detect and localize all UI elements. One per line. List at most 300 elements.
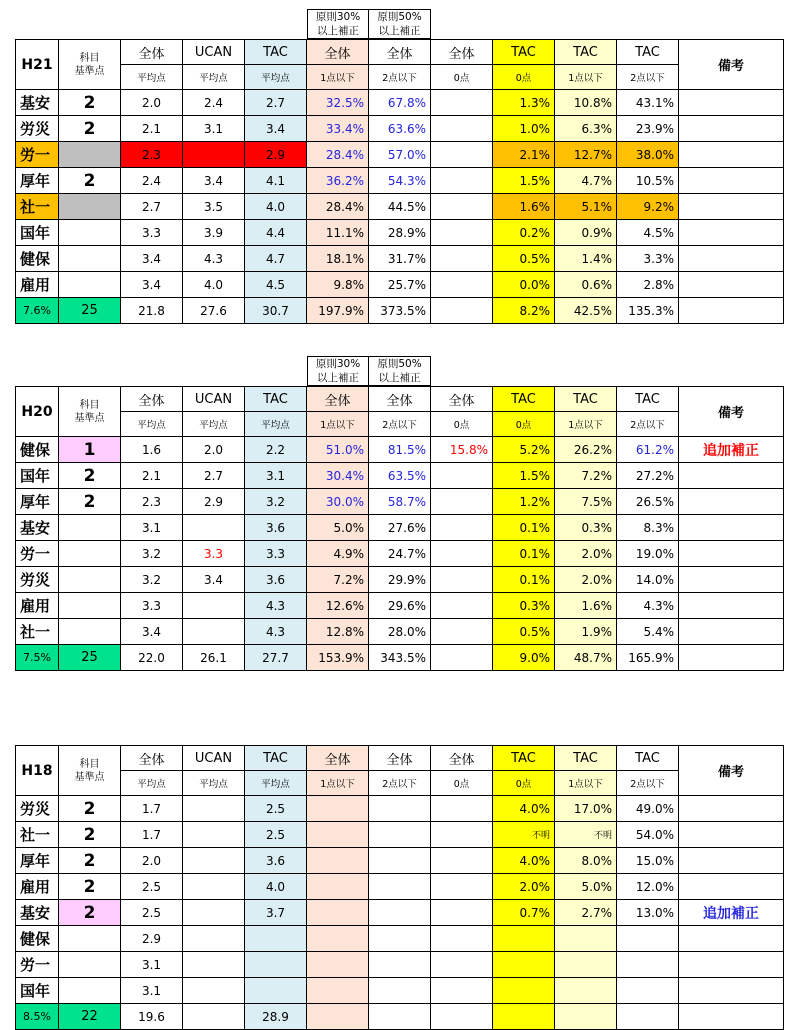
data-cell: 1.2% <box>493 489 555 515</box>
column-subheader: 0点 <box>493 65 555 90</box>
standard-score <box>59 515 121 541</box>
data-cell: 36.2% <box>307 168 369 194</box>
table-row <box>16 900 784 926</box>
data-cell: 1.5% <box>493 463 555 489</box>
remarks-cell <box>679 298 784 324</box>
data-cell: 4.0% <box>493 848 555 874</box>
subject-name: 社一 <box>16 194 59 220</box>
data-cell <box>307 952 369 978</box>
data-cell: 26.5% <box>617 489 679 515</box>
data-cell: 1.7 <box>121 822 183 848</box>
column-header: TAC <box>617 40 679 65</box>
data-cell: 57.0% <box>369 142 431 168</box>
remarks-cell <box>679 220 784 246</box>
data-cell: 3.3 <box>183 541 245 567</box>
data-cell: 3.4 <box>245 116 307 142</box>
column-header: 全体 <box>121 387 183 412</box>
standard-score <box>59 194 121 220</box>
data-cell: 1.7 <box>121 796 183 822</box>
column-subheader: 0点 <box>493 771 555 796</box>
total-cell: 165.9% <box>617 645 679 671</box>
remarks-cell <box>679 952 784 978</box>
data-cell: 30.0% <box>307 489 369 515</box>
data-cell: 63.5% <box>369 463 431 489</box>
data-cell: 51.0% <box>307 437 369 463</box>
standard-score: 2 <box>59 848 121 874</box>
data-cell: 0.3% <box>493 593 555 619</box>
remarks-cell <box>679 619 784 645</box>
column-header: 全体 <box>369 40 431 65</box>
column-header: 全体 <box>369 746 431 771</box>
score-table <box>15 745 784 1030</box>
table-row <box>16 90 784 116</box>
remarks-cell <box>679 90 784 116</box>
column-subheader: 2点以下 <box>369 771 431 796</box>
data-cell: 2.5 <box>245 796 307 822</box>
data-cell: 0.6% <box>555 272 617 298</box>
subject-name: 国年 <box>16 978 59 1004</box>
data-cell: 4.4 <box>245 220 307 246</box>
remarks-cell <box>679 515 784 541</box>
data-cell: 2.5 <box>245 822 307 848</box>
total-cell: 135.3% <box>617 298 679 324</box>
total-cell: 22.0 <box>121 645 183 671</box>
data-cell: 4.3 <box>245 593 307 619</box>
correction-note: 原則30% 以上補正 <box>307 356 369 386</box>
total-cell <box>369 1004 431 1030</box>
year-label: H18 <box>16 746 59 796</box>
column-header: 全体 <box>121 40 183 65</box>
data-cell: 49.0% <box>617 796 679 822</box>
column-header: UCAN <box>183 387 245 412</box>
pass-rate: 8.5% <box>16 1004 59 1030</box>
score-table <box>15 39 784 324</box>
standard-score <box>59 272 121 298</box>
total-cell: 42.5% <box>555 298 617 324</box>
pass-rate: 7.6% <box>16 298 59 324</box>
standard-score <box>59 142 121 168</box>
subject-name: 労一 <box>16 541 59 567</box>
data-cell <box>431 822 493 848</box>
column-subheader: 1点以下 <box>555 771 617 796</box>
column-subheader: 2点以下 <box>617 412 679 437</box>
remarks-cell <box>679 194 784 220</box>
data-cell <box>617 952 679 978</box>
column-subheader: 2点以下 <box>369 412 431 437</box>
remarks-cell <box>679 567 784 593</box>
data-cell <box>431 926 493 952</box>
data-cell <box>245 926 307 952</box>
column-header: TAC <box>493 746 555 771</box>
data-cell: 0.0% <box>493 272 555 298</box>
data-cell: 8.3% <box>617 515 679 541</box>
data-cell <box>431 246 493 272</box>
data-cell: 4.0% <box>493 796 555 822</box>
data-cell <box>307 978 369 1004</box>
data-cell: 30.4% <box>307 463 369 489</box>
data-cell: 3.9 <box>183 220 245 246</box>
data-cell: 9.2% <box>617 194 679 220</box>
data-cell <box>183 796 245 822</box>
data-cell: 3.5 <box>183 194 245 220</box>
remarks-cell <box>679 978 784 1004</box>
data-cell: 5.0% <box>555 874 617 900</box>
column-header: 全体 <box>431 746 493 771</box>
table-row <box>16 489 784 515</box>
data-cell: 25.7% <box>369 272 431 298</box>
total-cell: 27.7 <box>245 645 307 671</box>
standard-score <box>59 593 121 619</box>
data-cell: 0.5% <box>493 246 555 272</box>
remarks-header: 備考 <box>679 40 784 90</box>
data-cell: 3.1 <box>245 463 307 489</box>
data-cell <box>431 874 493 900</box>
data-cell: 3.6 <box>245 567 307 593</box>
column-subheader: 平均点 <box>245 412 307 437</box>
table-row <box>16 194 784 220</box>
data-cell: 3.6 <box>245 515 307 541</box>
standard-score: 2 <box>59 874 121 900</box>
data-cell: 31.7% <box>369 246 431 272</box>
table-row <box>16 116 784 142</box>
correction-notes <box>307 356 431 386</box>
remarks-cell: 追加補正 <box>679 437 784 463</box>
data-cell: 2.3 <box>121 142 183 168</box>
column-header: TAC <box>245 746 307 771</box>
data-cell: 33.4% <box>307 116 369 142</box>
data-cell <box>369 978 431 1004</box>
data-cell <box>183 900 245 926</box>
standard-score: 2 <box>59 822 121 848</box>
remarks-header: 備考 <box>679 746 784 796</box>
data-cell: 28.9% <box>369 220 431 246</box>
data-cell <box>369 874 431 900</box>
data-cell <box>555 926 617 952</box>
data-cell <box>183 619 245 645</box>
column-subheader: 2点以下 <box>617 771 679 796</box>
data-cell: 2.5 <box>121 874 183 900</box>
data-cell: 1.9% <box>555 619 617 645</box>
data-cell: 2.0% <box>555 541 617 567</box>
total-cell <box>617 1004 679 1030</box>
data-cell: 8.0% <box>555 848 617 874</box>
column-header: 全体 <box>307 40 369 65</box>
data-cell: 28.0% <box>369 619 431 645</box>
total-cell: 28.9 <box>245 1004 307 1030</box>
total-cell <box>555 1004 617 1030</box>
total-cell: 19.6 <box>121 1004 183 1030</box>
column-header: UCAN <box>183 40 245 65</box>
data-cell <box>307 796 369 822</box>
data-cell <box>431 796 493 822</box>
table-row <box>16 978 784 1004</box>
table-row <box>16 796 784 822</box>
subject-name: 健保 <box>16 246 59 272</box>
standard-score: 2 <box>59 796 121 822</box>
table-row <box>16 926 784 952</box>
data-cell: 2.1% <box>493 142 555 168</box>
column-subheader: 平均点 <box>245 65 307 90</box>
column-subheader: 2点以下 <box>617 65 679 90</box>
data-cell: 1.0% <box>493 116 555 142</box>
column-subheader: 0点 <box>431 65 493 90</box>
data-cell: 4.9% <box>307 541 369 567</box>
year-label: H21 <box>16 40 59 90</box>
column-header: 全体 <box>307 746 369 771</box>
data-cell <box>369 848 431 874</box>
subject-name: 雇用 <box>16 874 59 900</box>
total-cell: 21.8 <box>121 298 183 324</box>
data-cell: 3.2 <box>245 489 307 515</box>
data-cell: 12.8% <box>307 619 369 645</box>
data-cell: 1.6 <box>121 437 183 463</box>
data-cell: 1.6% <box>493 194 555 220</box>
data-cell: 18.1% <box>307 246 369 272</box>
remarks-cell <box>679 1004 784 1030</box>
total-standard: 25 <box>59 298 121 324</box>
data-cell: 44.5% <box>369 194 431 220</box>
standard-score <box>59 978 121 1004</box>
column-header: 全体 <box>431 40 493 65</box>
data-cell: 0.1% <box>493 541 555 567</box>
standard-score <box>59 952 121 978</box>
table-row <box>16 463 784 489</box>
data-cell: 13.0% <box>617 900 679 926</box>
table-row <box>16 220 784 246</box>
data-cell: 4.3 <box>245 619 307 645</box>
data-cell: 63.6% <box>369 116 431 142</box>
data-cell: 2.1 <box>121 116 183 142</box>
table-row <box>16 593 784 619</box>
data-cell <box>617 978 679 1004</box>
data-cell <box>431 567 493 593</box>
data-cell <box>307 900 369 926</box>
standard-score <box>59 541 121 567</box>
column-header: 全体 <box>307 387 369 412</box>
data-cell: 12.7% <box>555 142 617 168</box>
data-cell <box>431 952 493 978</box>
data-cell: 0.2% <box>493 220 555 246</box>
column-subheader: 平均点 <box>183 65 245 90</box>
data-cell: 54.0% <box>617 822 679 848</box>
data-cell: 5.4% <box>617 619 679 645</box>
data-cell: 7.2% <box>307 567 369 593</box>
column-subheader: 1点以下 <box>307 65 369 90</box>
column-header: TAC <box>493 40 555 65</box>
subject-name: 基安 <box>16 900 59 926</box>
data-cell <box>307 848 369 874</box>
data-cell: 7.2% <box>555 463 617 489</box>
data-cell: 4.5% <box>617 220 679 246</box>
data-cell: 26.2% <box>555 437 617 463</box>
total-cell: 197.9% <box>307 298 369 324</box>
data-cell: 3.4 <box>121 619 183 645</box>
standard-score: 2 <box>59 900 121 926</box>
data-cell: 1.5% <box>493 168 555 194</box>
column-header: 全体 <box>431 387 493 412</box>
data-cell <box>369 900 431 926</box>
total-standard: 25 <box>59 645 121 671</box>
data-cell: 2.4 <box>183 90 245 116</box>
data-cell: 14.0% <box>617 567 679 593</box>
column-header: TAC <box>617 746 679 771</box>
data-cell: 2.1 <box>121 463 183 489</box>
data-cell <box>431 194 493 220</box>
total-standard: 22 <box>59 1004 121 1030</box>
standard-score: 1 <box>59 437 121 463</box>
remarks-cell <box>679 541 784 567</box>
subject-name: 社一 <box>16 822 59 848</box>
standard-score <box>59 220 121 246</box>
data-cell <box>431 168 493 194</box>
data-cell: 5.0% <box>307 515 369 541</box>
data-cell: 3.3 <box>121 220 183 246</box>
data-cell <box>369 796 431 822</box>
data-cell <box>307 874 369 900</box>
standard-score: 2 <box>59 463 121 489</box>
data-cell: 3.7 <box>245 900 307 926</box>
data-cell: 3.6 <box>245 848 307 874</box>
data-cell <box>617 926 679 952</box>
data-cell <box>431 978 493 1004</box>
data-cell: 4.0 <box>245 194 307 220</box>
subject-name: 厚年 <box>16 168 59 194</box>
data-cell <box>369 822 431 848</box>
data-cell <box>183 978 245 1004</box>
standard-score: 2 <box>59 489 121 515</box>
data-cell <box>493 952 555 978</box>
data-cell: 1.3% <box>493 90 555 116</box>
data-cell: 15.8% <box>431 437 493 463</box>
data-cell: 4.3 <box>183 246 245 272</box>
data-cell: 3.3 <box>121 593 183 619</box>
subject-name: 国年 <box>16 220 59 246</box>
column-header: TAC <box>245 40 307 65</box>
remarks-cell <box>679 822 784 848</box>
subject-name: 社一 <box>16 619 59 645</box>
table-row <box>16 168 784 194</box>
remarks-cell <box>679 796 784 822</box>
data-cell: 3.1 <box>121 978 183 1004</box>
correction-note: 原則50% 以上補正 <box>369 356 431 386</box>
data-cell: 1.4% <box>555 246 617 272</box>
total-cell <box>307 1004 369 1030</box>
data-cell <box>431 848 493 874</box>
remarks-cell <box>679 246 784 272</box>
data-cell: 2.0% <box>493 874 555 900</box>
data-cell <box>431 515 493 541</box>
remarks-cell <box>679 593 784 619</box>
data-cell: 4.7 <box>245 246 307 272</box>
data-cell: 28.4% <box>307 194 369 220</box>
total-cell: 9.0% <box>493 645 555 671</box>
correction-note: 原則50% 以上補正 <box>369 9 431 39</box>
data-cell: 3.1 <box>183 116 245 142</box>
data-cell: 3.3 <box>245 541 307 567</box>
data-cell <box>493 978 555 1004</box>
data-cell: 3.1 <box>121 515 183 541</box>
column-subheader: 平均点 <box>121 771 183 796</box>
remarks-cell <box>679 116 784 142</box>
data-cell: 17.0% <box>555 796 617 822</box>
data-cell: 27.2% <box>617 463 679 489</box>
data-cell <box>493 926 555 952</box>
data-cell: 15.0% <box>617 848 679 874</box>
subject-name: 基安 <box>16 90 59 116</box>
remarks-cell <box>679 272 784 298</box>
data-cell <box>183 848 245 874</box>
data-cell <box>183 874 245 900</box>
table-row <box>16 874 784 900</box>
data-cell <box>431 220 493 246</box>
subject-name: 労災 <box>16 796 59 822</box>
total-cell: 26.1 <box>183 645 245 671</box>
data-cell: 2.4 <box>121 168 183 194</box>
data-cell: 5.1% <box>555 194 617 220</box>
data-cell: 4.7% <box>555 168 617 194</box>
table-row <box>16 437 784 463</box>
data-cell: 3.3% <box>617 246 679 272</box>
data-cell: 3.4 <box>183 168 245 194</box>
table-row <box>16 142 784 168</box>
table-row <box>16 246 784 272</box>
data-cell: 2.0 <box>121 848 183 874</box>
data-cell <box>431 116 493 142</box>
data-cell: 2.8% <box>617 272 679 298</box>
data-cell <box>431 489 493 515</box>
data-cell <box>431 900 493 926</box>
column-subheader: 1点以下 <box>555 412 617 437</box>
data-cell <box>183 926 245 952</box>
remarks-cell <box>679 926 784 952</box>
remarks-header: 備考 <box>679 387 784 437</box>
data-cell: 3.2 <box>121 541 183 567</box>
subject-name: 厚年 <box>16 848 59 874</box>
data-cell: 5.2% <box>493 437 555 463</box>
subject-name: 労一 <box>16 952 59 978</box>
remarks-cell <box>679 142 784 168</box>
column-header: TAC <box>245 387 307 412</box>
column-subheader: 0点 <box>431 771 493 796</box>
subject-standard-header: 科目 基準点 <box>59 40 121 90</box>
data-cell: 54.3% <box>369 168 431 194</box>
data-cell: 0.1% <box>493 515 555 541</box>
column-subheader: 2点以下 <box>369 65 431 90</box>
data-cell <box>369 926 431 952</box>
remarks-cell <box>679 848 784 874</box>
data-cell: 3.0 <box>183 142 245 168</box>
table-row <box>16 272 784 298</box>
data-cell: 2.7 <box>245 90 307 116</box>
data-cell: 10.8% <box>555 90 617 116</box>
data-cell: 10.5% <box>617 168 679 194</box>
data-cell <box>431 90 493 116</box>
remarks-cell: 追加補正 <box>679 900 784 926</box>
column-header: TAC <box>555 387 617 412</box>
data-cell: 0.3% <box>555 515 617 541</box>
total-row <box>16 645 784 671</box>
data-cell: 29.9% <box>369 567 431 593</box>
data-cell: 81.5% <box>369 437 431 463</box>
data-cell <box>555 978 617 1004</box>
data-cell: 4.5 <box>245 272 307 298</box>
column-header: 全体 <box>369 387 431 412</box>
data-cell: 58.7% <box>369 489 431 515</box>
data-cell: 2.2 <box>245 437 307 463</box>
data-cell <box>245 978 307 1004</box>
data-cell: 61.2% <box>617 437 679 463</box>
subject-standard-header: 科目 基準点 <box>59 387 121 437</box>
